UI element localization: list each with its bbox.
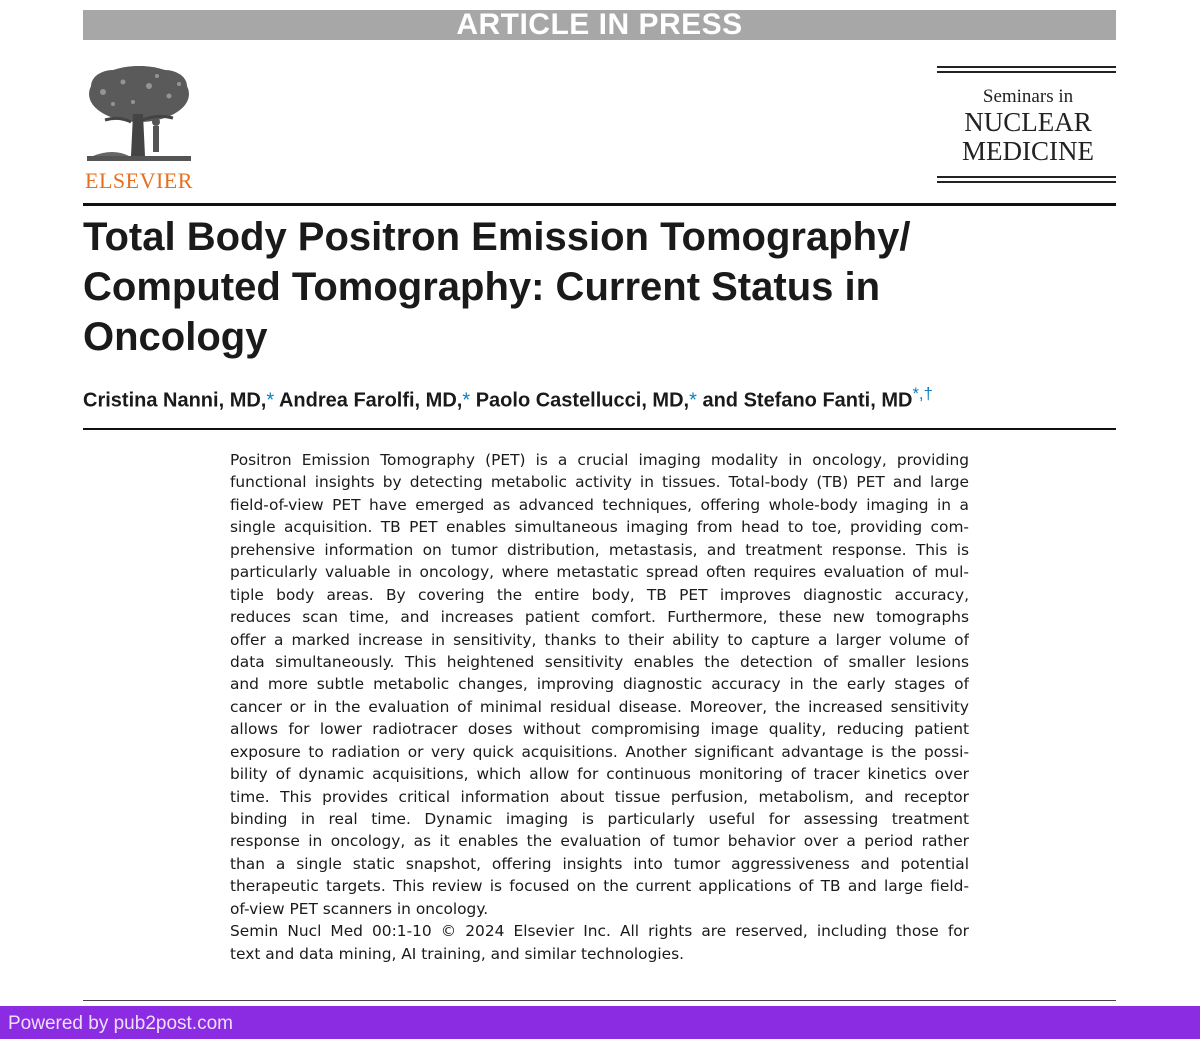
title-line: Oncology [83,315,268,359]
journal-name [937,108,1119,166]
journal-rules-top [937,66,1116,76]
abstract-line: cancer or in the evaluation of minimal residual disease. Moreover, the increased sensitivity [230,697,969,716]
journal-rules-bottom [937,176,1116,186]
citation-line: text and data mining, AI training, and similar technologies. [230,944,684,963]
powered-by-link[interactable]: Powered by pub2post.com [8,1013,233,1034]
abstract-line: time. This provides critical information about tissue perfusion, metabolism, and receptor [230,787,969,806]
author-separator: and [696,389,744,412]
author-name: Andrea Farolfi, MD, [278,389,463,412]
title-line: Total Body Positron Emission Tomography/ [83,215,911,259]
affiliation-marker[interactable]: * [266,389,275,412]
elsevier-wordmark: ELSEVIER [85,168,193,193]
abstract-line: prehensive information on tumor distribution, metastasis, and treatment response. This is [230,540,969,559]
abstract-line: allows for lower radiotracer doses without compromising image quality, reducing patient [230,720,969,739]
affiliation-marker[interactable]: *,† [912,384,933,403]
affiliation-marker[interactable]: * [689,389,697,412]
abstract-line: response in oncology, as it enables the evaluation of tumor behavior over a period rather [230,832,969,851]
author-name: Cristina Nanni, MD, [83,389,267,412]
abstract-line: therapeutic targets. This review is focused on the current applications of TB and large field- [230,877,969,896]
article-title [83,212,1116,362]
journal-masthead [937,66,1116,188]
article-in-press-banner: ARTICLE IN PRESS [83,10,1116,40]
author-name: Paolo Castellucci, MD, [475,389,690,412]
abstract-line: tiple body areas. By covering the entire body, TB PET improves diagnostic accuracy, [230,585,969,604]
title-line: Computed Tomography: Current Status in [83,265,881,309]
authors-divider [83,428,1116,430]
abstract-line: reduces scan time, and increases patient comfort. Furthermore, these new tomographs [230,608,969,627]
abstract-line: single acquisition. TB PET enables simultaneous imaging from head to toe, providing com- [230,518,969,537]
abstract-line: functional insights by detecting metabolic activity in tissues. Total-body (TB) PET and large [230,473,969,492]
author-list [83,384,1116,413]
abstract-line: bility of dynamic acquisitions, which allow for continuous monitoring of tracer kinetics over [230,765,969,784]
abstract-line: and more subtle metabolic changes, improving diagnostic accuracy in the early stages of [230,675,969,694]
abstract-line: exposure to radiation or very quick acquisitions. Another significant advantage is the possi- [230,742,969,761]
citation-line: Semin Nucl Med 00:1-10 © 2024 Elsevier Inc. All rights are reserved, including those for [230,922,969,941]
bottom-divider [83,1000,1116,1001]
abstract-line: data simultaneously. This heightened sensitivity enables the detection of smaller lesions [230,652,969,671]
abstract [230,449,969,965]
journal-name-line: MEDICINE [962,136,1094,166]
author-name: Stefano Fanti, MD [743,389,913,412]
abstract-line: binding in real time. Dynamic imaging is particularly useful for assessing treatment [230,810,969,828]
abstract-line: particularly valuable in oncology, where metastatic spread often requires evaluation of mul- [230,563,969,582]
abstract-line: Positron Emission Tomography (PET) is a crucial imaging modality in oncology, providing [230,451,969,469]
footer-bar [0,1006,1200,1039]
affiliation-marker[interactable]: * [462,389,471,412]
abstract-line: of-view PET scanners in oncology. [230,899,489,918]
abstract-line: than a single static snapshot, offering insights into tumor aggressiveness and potential [230,854,969,873]
abstract-line: offer a marked increase in sensitivity, thanks to their ability to capture a larger volume of [230,630,969,649]
abstract-line: field-of-view PET have emerged as advanced techniques, offering whole-body imaging in a [230,495,969,514]
header-divider [83,203,1116,206]
journal-name-line: NUCLEAR [964,107,1092,137]
journal-prefix: Seminars in [982,86,1074,107]
